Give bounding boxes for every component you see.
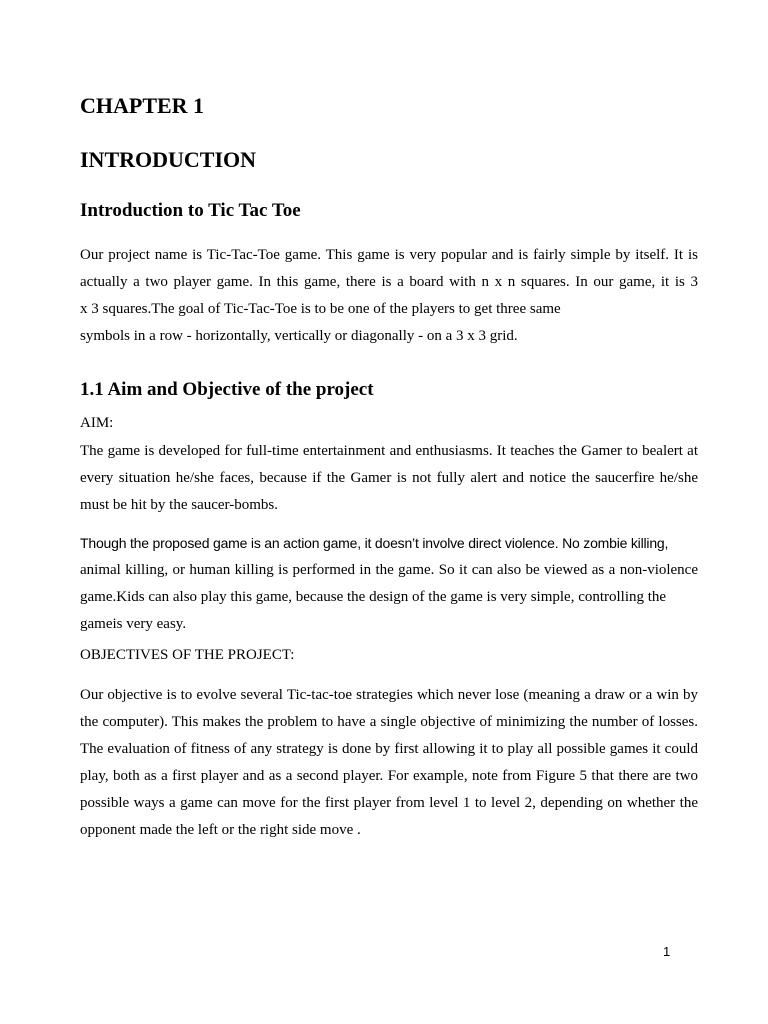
violence-line-part-a: Though the proposed game is an action game, it doesn’t involve direct violence. (80, 535, 559, 551)
violence-line-part-b: No zombie killing, (558, 535, 669, 551)
violence-line: gameis very easy. (80, 616, 187, 632)
objective-line: opponent made the left or the right side move . (80, 822, 361, 838)
page-number: 1 (663, 944, 671, 959)
intro-line: Our project name is Tic-Tac-Toe game. This game is very popular and is fairly simple by itself. It is (80, 247, 698, 263)
chapter-title: INTRODUCTION (80, 147, 257, 172)
aim-line: The game is developed for full-time entertainment and enthusiasms. It teaches the Gamer to bealert at (80, 443, 698, 459)
objectives-label: OBJECTIVES OF THE PROJECT: (80, 647, 295, 663)
aim-line: must be hit by the saucer-bombs. (80, 497, 278, 513)
intro-line: actually a two player game. In this game, there is a board with n x n squares. In our game, it is 3 (80, 274, 698, 290)
aim-line: every situation he/she faces, because if the Gamer is not fully alert and notice the saucerfire he/she (80, 470, 698, 486)
section-heading-aim: 1.1 Aim and Objective of the project (80, 379, 374, 400)
intro-line: x 3 squares.The goal of Tic-Tac-Toe is to be one of the players to get three same (80, 301, 561, 317)
objective-line: Our objective is to evolve several Tic-tac-toe strategies which never lose (meaning a draw or a win by (80, 687, 698, 703)
objective-line: the computer). This makes the problem to have a single objective of minimizing the number of losses. (80, 714, 698, 730)
objective-line: possible ways a game can move for the first player from level 1 to level 2, depending on whether the (80, 795, 698, 811)
chapter-heading: CHAPTER 1 (80, 93, 205, 118)
section-heading-intro: Introduction to Tic Tac Toe (80, 200, 301, 221)
violence-line (80, 533, 668, 554)
aim-label: AIM: (80, 415, 114, 431)
objective-line: The evaluation of fitness of any strategy is done by first allowing it to play all possible games it could (80, 741, 698, 757)
violence-line: animal killing, or human killing is performed in the game. So it can also be viewed as a non-violence (80, 562, 698, 578)
intro-line: symbols in a row - horizontally, vertically or diagonally - on a 3 x 3 grid. (80, 328, 518, 344)
violence-line: game.Kids can also play this game, because the design of the game is very simple, controlling the (80, 589, 667, 605)
objective-line: play, both as a first player and as a second player. For example, note from Figure 5 that there are two (80, 768, 698, 784)
